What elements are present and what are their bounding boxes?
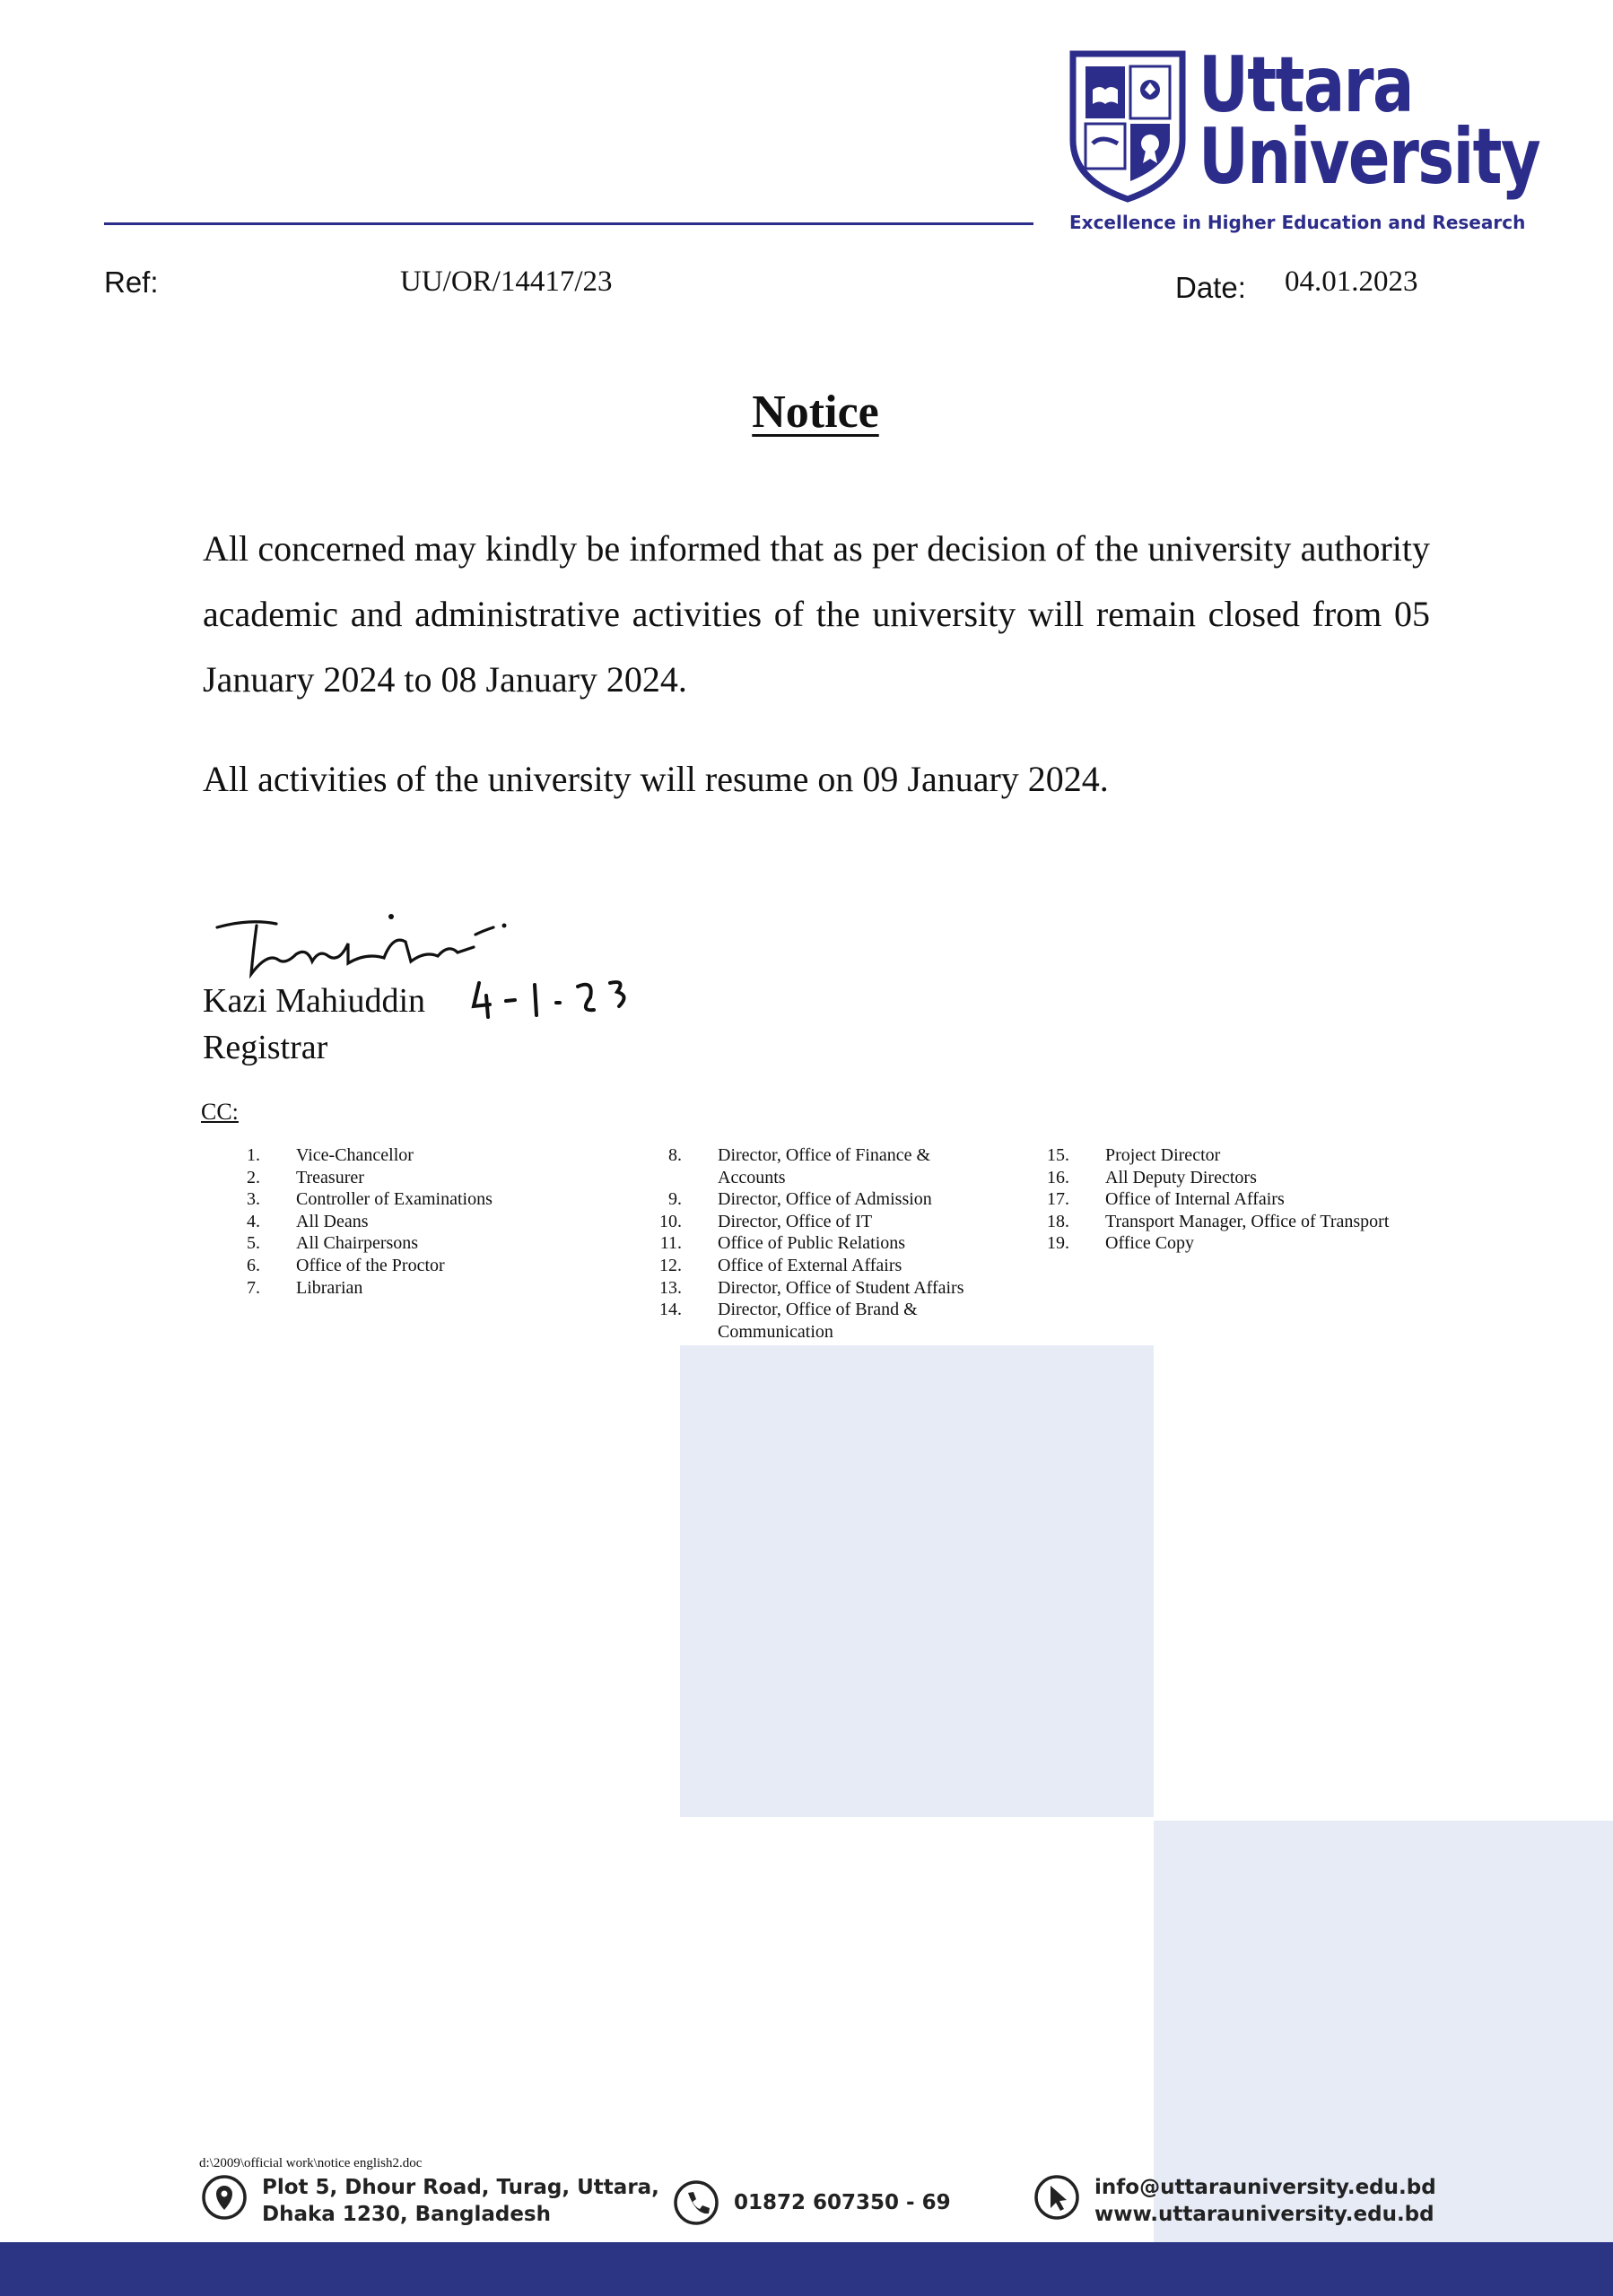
cc-item-number: 6. [247, 1255, 260, 1275]
university-logo-name [1199, 40, 1613, 202]
cc-item-text: Project Director [1105, 1145, 1221, 1165]
cc-list-column-2 [639, 1144, 1016, 1343]
university-logo-shield [1069, 50, 1186, 203]
file-path: d:\2009\official work\notice english2.doc [199, 2156, 423, 2170]
header-divider [104, 222, 1033, 225]
cc-item-text: Director, Office of IT [718, 1211, 873, 1231]
cc-item-text: All Deans [296, 1211, 369, 1231]
cc-item-number: 2. [247, 1167, 260, 1187]
cc-item [639, 1144, 1016, 1188]
signer-name: Kazi Mahiuddin [203, 982, 426, 1020]
footer-address-line1: Plot 5, Dhour Road, Turag, Uttara, [262, 2176, 659, 2199]
footer-email[interactable]: info@uttarauniversity.edu.bd [1094, 2176, 1436, 2199]
handwritten-date [459, 970, 657, 1024]
cc-item [639, 1277, 1016, 1300]
cc-item [639, 1299, 1016, 1343]
handwritten-date-drawing [459, 970, 657, 1024]
date-label: Date: [1175, 271, 1246, 304]
cc-item-number: 18. [1047, 1211, 1069, 1231]
signer-title: Registrar [203, 1029, 328, 1066]
cc-item [221, 1144, 597, 1167]
notice-title: Notice [752, 387, 879, 438]
footer-website[interactable]: www.uttarauniversity.edu.bd [1094, 2203, 1434, 2226]
cc-item-text: All Chairpersons [296, 1233, 419, 1254]
footer-contact [1033, 2174, 1436, 2228]
cc-item-text: Office Copy [1105, 1233, 1195, 1254]
cc-item [639, 1255, 1016, 1277]
cc-item-number: 19. [1047, 1233, 1069, 1254]
cc-item-number: 7. [247, 1277, 260, 1298]
cc-item [221, 1232, 597, 1255]
footer-bar [0, 2242, 1613, 2296]
cc-list-column-1 [221, 1144, 597, 1299]
cc-item-text: Vice-Chancellor [296, 1145, 414, 1165]
ref-label: Ref: [104, 265, 159, 299]
cc-item-text: Transport Manager, Office of Transport [1105, 1211, 1390, 1231]
cc-item [1041, 1144, 1462, 1167]
cc-item-number: 14. [659, 1300, 682, 1320]
cc-item-text: Controller of Examinations [296, 1189, 493, 1210]
cc-item [221, 1211, 597, 1233]
phone-icon [673, 2179, 719, 2226]
cc-item [1041, 1232, 1462, 1255]
cc-item-text: Director, Office of Finance & Accounts [718, 1145, 931, 1187]
cc-item-number: 15. [1047, 1145, 1069, 1165]
footer-phone-number: 01872 607350 - 69 [734, 2191, 951, 2214]
cc-item [221, 1167, 597, 1189]
cc-list-column-3 [1041, 1144, 1462, 1255]
cc-item [1041, 1211, 1462, 1233]
cc-item-number: 16. [1047, 1167, 1069, 1187]
cc-item-number: 10. [659, 1211, 682, 1231]
cc-item [221, 1277, 597, 1300]
cc-item-text: Director, Office of Admission [718, 1189, 932, 1210]
cc-item-text: Office of Public Relations [718, 1233, 906, 1254]
cc-item-text: All Deputy Directors [1105, 1167, 1257, 1187]
cc-item-text: Office of External Affairs [718, 1255, 902, 1275]
cc-item [1041, 1188, 1462, 1211]
cc-item-number: 1. [247, 1145, 260, 1165]
cc-item-number: 5. [247, 1233, 260, 1254]
cc-item-number: 8. [668, 1145, 682, 1165]
cc-item-text: Office of Internal Affairs [1105, 1189, 1285, 1210]
notice-paragraph-1: All concerned may kindly be informed that as per decision of the university authority academic and administrative activities of the university will remain closed from 05 January 2024 to 08 January 2024. [203, 528, 1430, 700]
cc-item-text: Director, Office of Brand & Communication [718, 1300, 918, 1342]
cc-item [221, 1188, 597, 1211]
cc-item-text: Treasurer [296, 1167, 364, 1187]
decorative-tint-block [680, 1345, 1154, 1817]
cc-item [639, 1232, 1016, 1255]
cc-item-number: 4. [247, 1211, 260, 1231]
cc-item [639, 1188, 1016, 1211]
cc-item-number: 3. [247, 1189, 260, 1210]
cursor-pointer-icon [1033, 2174, 1080, 2221]
cc-item-number: 17. [1047, 1189, 1069, 1210]
cc-label: CC: [201, 1099, 239, 1125]
cc-item-text: Director, Office of Student Affairs [718, 1277, 964, 1298]
university-tagline: Excellence in Higher Education and Research [1069, 212, 1526, 233]
cc-item [639, 1211, 1016, 1233]
footer-address-line2: Dhaka 1230, Bangladesh [262, 2203, 551, 2226]
cc-item [221, 1255, 597, 1277]
cc-item-text: Librarian [296, 1277, 363, 1298]
cc-item-number: 11. [659, 1233, 682, 1254]
cc-item-number: 13. [659, 1277, 682, 1298]
notice-paragraph-2: All activities of the university will resume on 09 January 2024. [203, 759, 1109, 799]
logo-line1: Uttara [1199, 40, 1413, 130]
date-value: 04.01.2023 [1285, 265, 1418, 298]
cc-item-number: 12. [659, 1255, 682, 1275]
ref-value: UU/OR/14417/23 [400, 265, 613, 298]
location-pin-icon [201, 2174, 248, 2221]
logo-line2: University [1199, 112, 1540, 202]
cc-item [1041, 1167, 1462, 1189]
footer-phone [673, 2179, 951, 2226]
cc-item-number: 9. [668, 1189, 682, 1210]
footer-address [201, 2174, 659, 2228]
cc-item-text: Office of the Proctor [296, 1255, 445, 1275]
